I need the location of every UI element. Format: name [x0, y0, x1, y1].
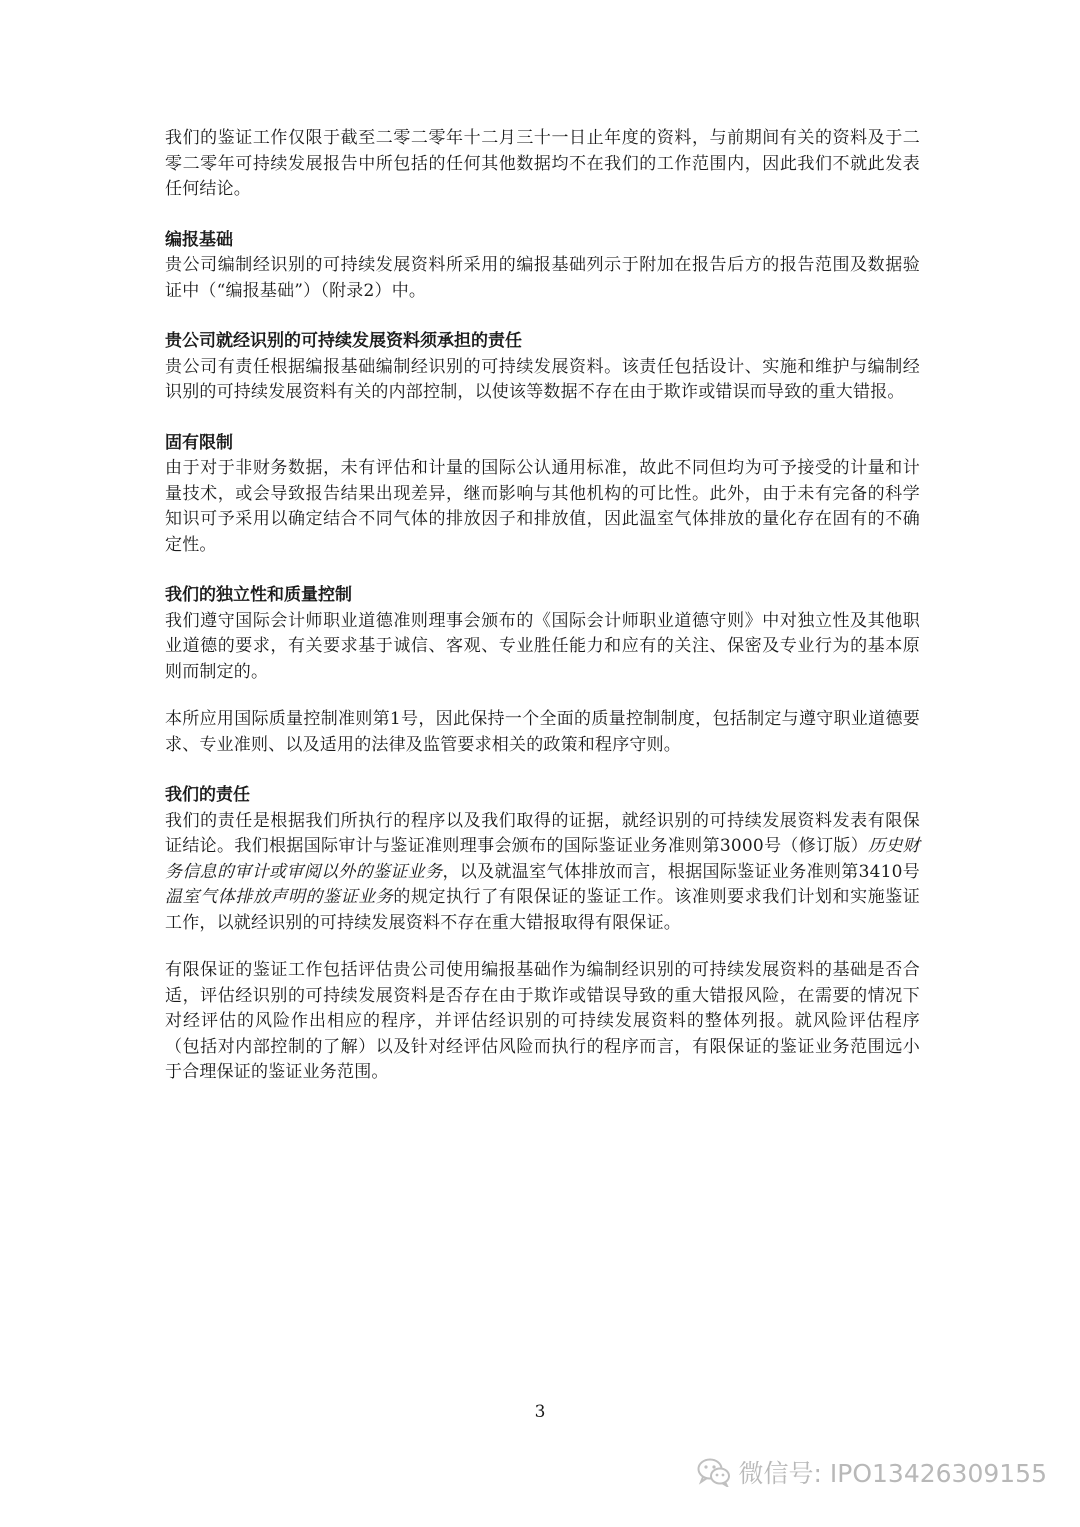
quality-control-paragraph: 本所应用国际质量控制准则第1号，因此保持一个全面的质量控制制度，包括制定与遵守职业道德要求、专业准则、以及适用的法律及监管要求相关的政策和程序守则。 — [165, 709, 920, 755]
independence-paragraph: 我们遵守国际会计师职业道德准则理事会颁布的《国际会计师职业道德守则》中对独立性及其他职业道德的要求，有关要求基于诚信、客观、专业胜任能力和应有的关注、保密及专业行为的基本原则而制定的。 — [165, 610, 920, 682]
limitations-paragraph: 由于对于非财务数据，未有评估和计量的国际公认通用标准，故此不同但均为可予接受的计量和计量技术，或会导致报告结果出现差异，继而影响与其他机构的可比性。此外，由于未有完备的科学知识可予采用以确定结合不同气体的排放因子和排放值，因此温室气体排放的量化存在固有的不确定性。 — [165, 458, 920, 555]
basis-paragraph: 贵公司编制经识别的可持续发展资料所采用的编报基础列示于附加在报告后方的报告范围及数据验证中（“编报基础”）（附录2）中。 — [165, 255, 920, 301]
section-heading-limitations: 固有限制 — [165, 432, 233, 453]
section-heading-basis: 编报基础 — [165, 229, 233, 250]
text-run: ，以及就温室气体排放而言，根据国际鉴证业务准则第3410号 — [442, 861, 920, 882]
document-page — [165, 126, 920, 1086]
standard-title-italic: 温室气体排放声明的鉴证业务 — [165, 887, 394, 907]
our-responsibility-paragraph — [165, 809, 920, 937]
wechat-watermark — [697, 1454, 1047, 1490]
standard-title-italic: 历史财务信息的审计或审阅以外的鉴证业务 — [165, 836, 920, 882]
section-heading-our-responsibility: 我们的责任 — [165, 785, 250, 805]
watermark-text: 微信号: IPO13426309155 — [738, 1459, 1047, 1488]
wechat-icon — [697, 1457, 731, 1487]
page-number: 3 — [534, 1402, 546, 1422]
text-run: 的规定执行了有限保证的鉴证工作。该准则要求我们计划和实施鉴证工作，以就经识别的可持续发展资料不存在重大错报取得有限保证。 — [165, 887, 921, 933]
intro-paragraph: 我们的鉴证工作仅限于截至二零二零年十二月三十一日止年度的资料，与前期间有关的资料及于二零二零年可持续发展报告中所包括的任何其他数据均不在我们的工作范围内，因此我们不就此发表任何结论。 — [165, 128, 920, 199]
section-heading-responsibility: 贵公司就经识别的可持续发展资料须承担的责任 — [165, 331, 522, 351]
text-run: 我们的责任是根据我们所执行的程序以及我们取得的证据，就经识别的可持续发展资料发表有限保证结论。我们根据国际审计与鉴证准则理事会颁布的国际鉴证业务准则第3000号（修订版） — [165, 810, 920, 856]
limited-assurance-paragraph: 有限保证的鉴证工作包括评估贵公司使用编报基础作为编制经识别的可持续发展资料的基础是否合适，评估经识别的可持续发展资料是否存在由于欺诈或错误导致的重大错报风险，在需要的情况下对经评估的风险作出相应的程序，并评估经识别的可持续发展资料的整体列报。就风险评估程序（包括对内部控制的了解）以及针对经评估风险而执行的程序而言，有限保证的鉴证业务范围远小于合理保证的鉴证业务范围。 — [165, 960, 920, 1082]
section-heading-independence: 我们的独立性和质量控制 — [165, 585, 352, 605]
responsibility-paragraph: 贵公司有责任根据编报基础编制经识别的可持续发展资料。该责任包括设计、实施和维护与编制经识别的可持续发展资料有关的内部控制，以使该等数据不存在由于欺诈或错误而导致的重大错报。 — [165, 356, 920, 402]
